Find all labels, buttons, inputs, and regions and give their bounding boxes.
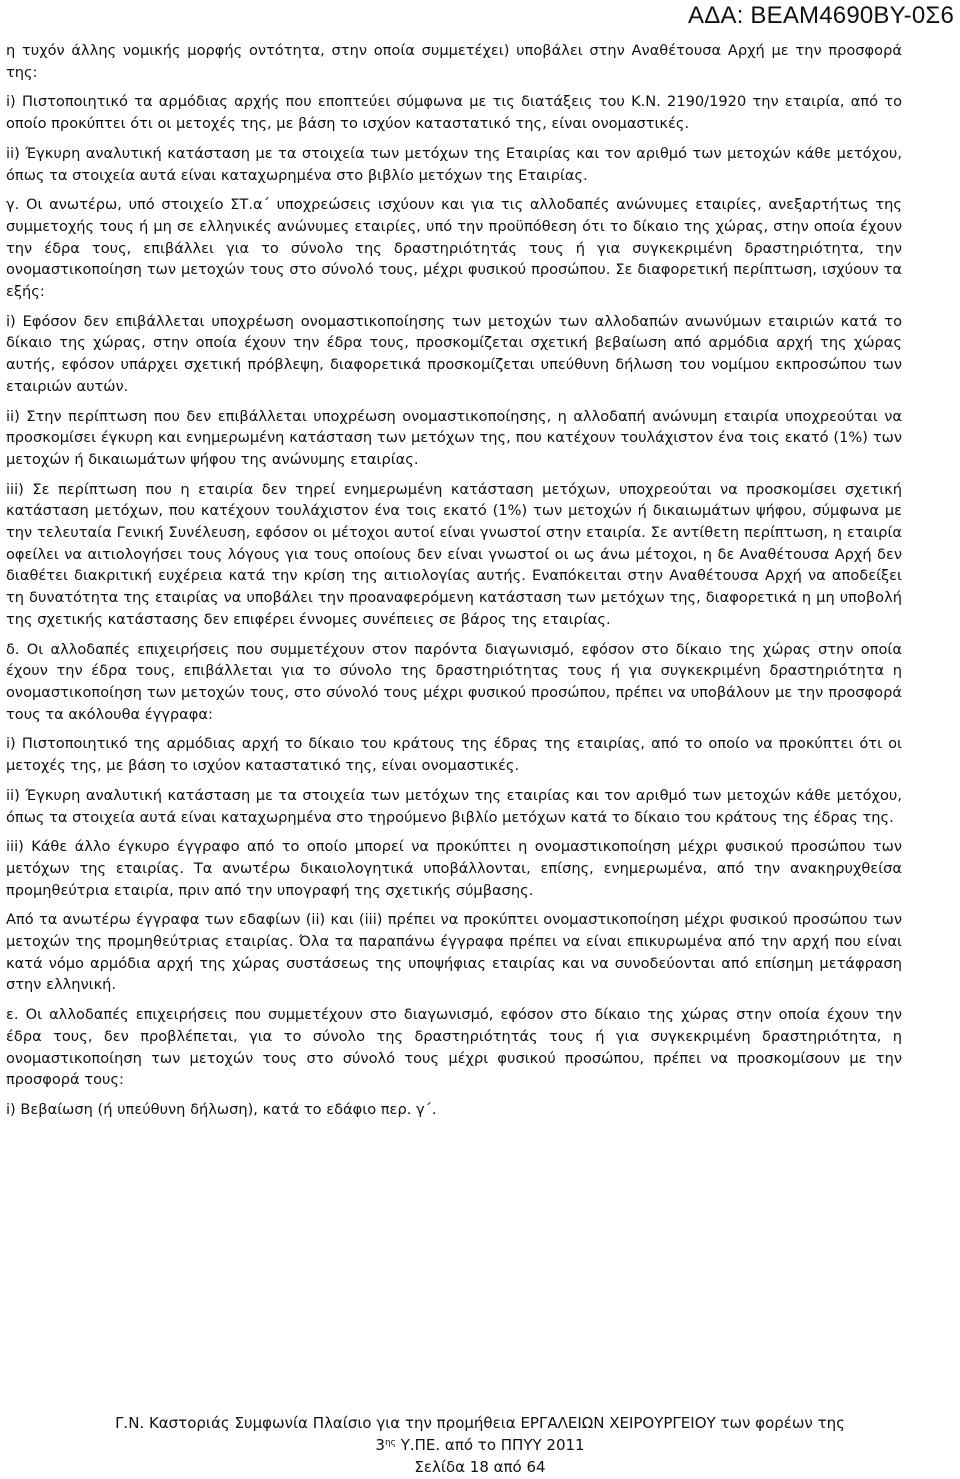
paragraph: ε. Οι αλλοδαπές επιχειρήσεις που συμμετέχουν στο διαγωνισμό, εφόσον στο δίκαιο της χώρας στην οποία έχουν την έδρα τους, δεν προβλέπεται, για το σύνολο της δραστηριότητάς τους ή για συγκεκριμένη δραστηριότητα, η ονομαστικοποίηση των μετοχών τους στο σύνολό τους μέχρι φυσικού προσώπου, πρέπει να προσκομίσουν με την προσφορά τους:	[6, 1006, 902, 1089]
footer-line-2	[0, 1434, 960, 1456]
paragraph: i) Εφόσον δεν επιβάλλεται υποχρέωση ονομαστικοποίησης των μετοχών των αλλοδαπών ανωνύμων εταιριών κατά το δίκαιο της χώρας, στην οποία έχουν την έδρα τους, προσκομίζεται σχετική βεβαίωση από αρμόδια αρχή της χώρας αυτής, εφόσον υπάρχει σχετική πρόβλεψη, διαφορετικά προσκομίζεται υπεύθυνη δήλωση του νομίμου εκπροσώπου των εταιριών αυτών.	[6, 312, 902, 395]
page-footer	[0, 1412, 960, 1478]
paragraph: η τυχόν άλλης νομικής μορφής οντότητα, στην οποία συμμετέχει) υποβάλει στην Αναθέτουσα Αρχή με την προσφορά της:	[6, 42, 902, 81]
paragraph: i) Πιστοποιητικό της αρμόδιας αρχή το δίκαιο του κράτους της έδρας της εταιρίας, από το οποίο να προκύπτει ότι οι μετοχές της, με βάση το ισχύον καταστατικό της, είναι ονομαστικές.	[6, 735, 902, 775]
document-body	[6, 40, 902, 1121]
footer-line-2-text: Υ.ΠΕ. από το ΠΠΥΥ 2011	[395, 1436, 585, 1454]
paragraph: iii) Σε περίπτωση που η εταιρία δεν τηρεί ενημερωμένη κατάσταση μετόχων, υποχρεούται να προσκομίσει σχετική κατάσταση μετόχων, που κατέχουν τουλάχιστον ένα τοις εκατό (1%) των μετοχών ή δικαιωμάτων ψήφου, σύμφωνα με την τελευταία Γενική Συνέλευση, εφόσον οι μέτοχοι αυτοί είναι γνωστοί στην εταιρία. Σε αντίθετη περίπτωση, η εταιρία οφείλει να αιτιολογήσει τους λόγους για τους οποίους δεν είναι γνωστοί οι ως άνω μέτοχοι, η δε Αναθέτουσα Αρχή δεν διαθέτει διακριτική ευχέρεια κατά την κρίση της αιτιολογίας αυτής. Εναπόκειται στην Αναθέτουσα Αρχή να αποδείξει τη δυνατότητα της εταιρίας να υποβάλει την προαναφερόμενη κατάσταση των μετόχων της, διαφορετικά η μη υποβολή της σχετικής κατάστασης δεν επιφέρει έννομες συνέπειες σε βάρος της εταιρίας.	[6, 480, 902, 628]
paragraph: γ. Οι ανωτέρω, υπό στοιχείο ΣΤ.α΄ υποχρεώσεις ισχύουν και για τις αλλοδαπές ανώνυμες εταιρίες, ανεξαρτήτως της συμμετοχής τους ή μη σε ελληνικές ανώνυμες εταιρίες, υπό την προϋπόθεση ότι το δίκαιο της χώρας, στην οποία έχουν την έδρα τους, επιβάλλει για το σύνολο της δραστηριότητάς τους ή για συγκεκριμένη δραστηριότητα, την ονομαστικοποίηση των μετοχών τους στο σύνολό τους, μέχρι φυσικού προσώπου. Σε διαφορετική περίπτωση, ισχύουν τα εξής:	[6, 196, 902, 301]
paragraph: iii) Κάθε άλλο έγκυρο έγγραφο από το οποίο μπορεί να προκύπτει η ονομαστικοποίηση μέχρι φυσικού προσώπου των μετόχων της εταιρίας. Τα ανωτέρω δικαιολογητικά υποβάλλονται, επίσης, ενημερωμένα, από την ανακηρυχθείσα προμηθεύτρια εταιρία, πριν από την υπογραφή της σχετικής σύμβασης.	[6, 838, 902, 899]
paragraph: ii) Στην περίπτωση που δεν επιβάλλεται υποχρέωση ονομαστικοποίησης, η αλλοδαπή ανώνυμη εταιρία υποχρεούται να προσκομίσει έγκυρη και ενημερωμένη κατάσταση των μετόχων της, που κατέχουν τουλάχιστον ένα τοις εκατό (1%) των μετοχών ή δικαιωμάτων ψήφου της ανώνυμης εταιρίας.	[6, 407, 902, 468]
ada-code: ΑΔΑ: ΒΕΑΜ4690ΒΥ-0Σ6	[688, 2, 954, 29]
footer-line-1: Γ.Ν. Καστοριάς Συμφωνία Πλαίσιο για την προμήθεια ΕΡΓΑΛΕΙΩΝ ΧΕΙΡΟΥΡΓΕΙΟΥ των φορέων της	[115, 1414, 845, 1432]
paragraph: i) Βεβαίωση (ή υπεύθυνη δήλωση), κατά το εδάφιο περ. γ΄.	[6, 1100, 437, 1118]
paragraph: δ. Οι αλλοδαπές επιχειρήσεις που συμμετέχουν στον παρόντα διαγωνισμό, εφόσον στο δίκαιο της χώρας στην οποία έχουν την έδρα τους, επιβάλλεται για το σύνολο της δραστηριότητας τους ή για συγκεκριμένη δραστηριότητα η ονομαστικοποίηση των μετοχών τους, στο σύνολό τους μέχρι φυσικού προσώπου, πρέπει να υποβάλουν με την προσφορά τους τα ακόλουθα έγγραφα:	[6, 640, 902, 723]
page-number: Σελίδα 18 από 64	[414, 1458, 546, 1476]
paragraph: Από τα ανωτέρω έγγραφα των εδαφίων (ii) και (iii) πρέπει να προκύπτει ονομαστικοποίηση μέχρι φυσικού προσώπου των μετοχών της προμηθεύτριας εταιρίας. Όλα τα παραπάνω έγγραφα πρέπει να είναι επικυρωμένα από την αρχή που είναι κατά νόμο αρμόδια αρχή της χώρας συστάσεως της υποψήφιας εταιρίας και να συνοδεύονται από επίσημη μετάφραση στην ελληνική.	[6, 911, 902, 994]
paragraph: ii) Έγκυρη αναλυτική κατάσταση με τα στοιχεία των μετόχων της εταιρίας και τον αριθμό των μετοχών κάθε μετόχου, όπως τα στοιχεία αυτά είναι καταχωρημένα στο τηρούμενο βιβλίο μετόχων κατά το δίκαιο του κράτους της έδρας της.	[6, 786, 902, 826]
paragraph: ii) Έγκυρη αναλυτική κατάσταση με τα στοιχεία των μετόχων της Εταιρίας και τον αριθμό των μετοχών κάθε μετόχου, όπως τα στοιχεία αυτά είναι καταχωρημένα στο βιβλίο μετόχων της Εταιρίας.	[6, 144, 902, 184]
footer-ordinal-suffix: ης	[384, 1438, 396, 1448]
footer-ordinal-number: 3	[375, 1436, 385, 1454]
paragraph: i) Πιστοποιητικό τα αρμόδιας αρχής που εποπτεύει σύμφωνα με τις διατάξεις του Κ.Ν. 2190/1920 την εταιρία, από το οποίο προκύπτει ότι οι μετοχές της, με βάση το ισχύον καταστατικό της, είναι ονομαστικές.	[6, 93, 902, 133]
